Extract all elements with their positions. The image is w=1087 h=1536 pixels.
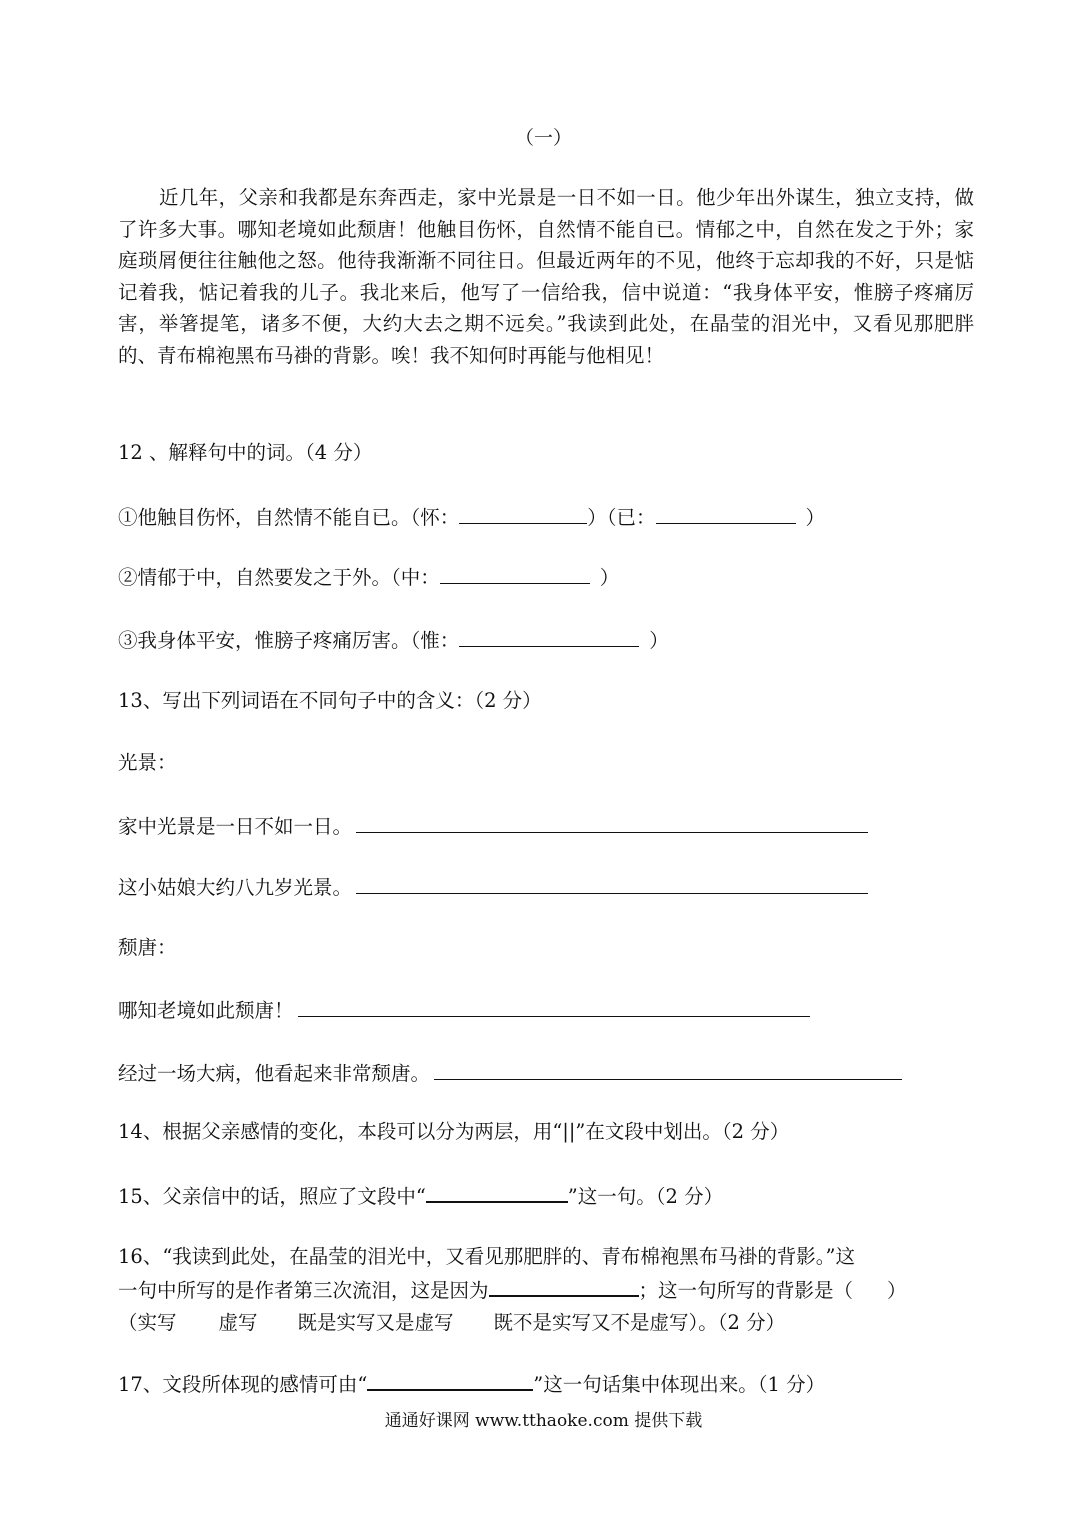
q16-reason-blank[interactable] <box>489 1273 639 1297</box>
q13-guangjing-sentence-1 <box>118 810 868 842</box>
q13-guangjing-sentence-2 <box>118 871 868 903</box>
page-footer: 通通好课网 www.tthaoke.com 提供下载 <box>384 1411 703 1431</box>
q16-option-1: （实写 <box>118 1311 177 1334</box>
q16 <box>118 1241 974 1339</box>
q14-title: 14、根据父亲感情的变化，本段可以分为两层，用“||”在文段中划出。（2 分） <box>118 1120 790 1143</box>
q17 <box>118 1367 825 1400</box>
q13-word-guangjing: 光景： <box>118 751 177 774</box>
q15 <box>118 1179 723 1212</box>
q12-blank-huai[interactable] <box>459 501 587 524</box>
q16-line-2-end: ） <box>887 1279 907 1302</box>
q15-suffix: ”这一句。（2 分） <box>567 1185 724 1208</box>
q12-item-3-end: ） <box>649 629 669 652</box>
q13-guangjing-sentence-2-text: 这小姑娘大约八九岁光景。 <box>118 876 353 899</box>
q12-item-3-text: ③我身体平安，惟膀子疼痛厉害。（惟： <box>118 629 460 652</box>
q13-guangjing-blank-2[interactable] <box>356 871 868 894</box>
q12-item-1-end: ） <box>805 506 826 529</box>
q16-line-2-prefix: 一句中所写的是作者第三次流泪，这是因为 <box>118 1279 489 1302</box>
q12-blank-wei[interactable] <box>459 624 639 647</box>
q16-line-2-mid: ；这一句所写的背影是（ <box>638 1279 854 1302</box>
q16-option-2: 虚写 <box>218 1311 258 1334</box>
q13-tuitang-blank-2[interactable] <box>434 1057 902 1080</box>
q13-guangjing-blank-1[interactable] <box>356 810 868 833</box>
q15-blank[interactable] <box>426 1179 568 1203</box>
q12-item-1-mid: ）（已： <box>587 506 656 529</box>
q13-guangjing-sentence-1-text: 家中光景是一日不如一日。 <box>118 815 353 838</box>
q17-prefix: 17、文段所体现的感情可由“ <box>118 1373 368 1396</box>
q12-item-3 <box>118 624 669 656</box>
q12-blank-yi[interactable] <box>656 501 796 524</box>
q16-line-2 <box>118 1273 974 1307</box>
q17-suffix: ”这一句话集中体现出来。（1 分） <box>533 1373 826 1396</box>
q13-word-tuitang: 颓唐： <box>118 936 177 959</box>
reading-passage: 近几年，父亲和我都是东奔西走，家中光景是一日不如一日。他少年出外谋生，独立支持，做了许多大事。哪知老境如此颓唐！他触目伤怀，自然情不能自已。情郁之中，自然在发之于外；家庭琐屑便往往触他之怒。他待我渐渐不同往日。但最近两年的不见，他终于忘却我的不好，只是惦记着我，惦记着我的儿子。我北来后，他写了一信给我，信中说道：“我身体平安，惟膀子疼痛厉害，举箸提笔，诸多不便，大约大去之期不远矣。”我读到此处，在晶莹的泪光中，又看见那肥胖的、青布棉袍黑布马褂的背影。唉！我不知何时再能与他相见！ <box>118 186 974 367</box>
q12-item-1-text: ①他触目伤怀，自然情不能自已。（怀： <box>118 506 460 529</box>
q13-tuitang-sentence-1 <box>118 994 810 1026</box>
q12-item-2-text: ②情郁于中，自然要发之于外。（中： <box>118 566 440 589</box>
q15-prefix: 15、父亲信中的话，照应了文段中“ <box>118 1185 426 1208</box>
q13-title: 13、写出下列词语在不同句子中的含义：（2 分） <box>118 689 542 712</box>
q12-title: 12 、解释句中的词。（4 分） <box>118 441 373 464</box>
q16-options <box>118 1307 974 1339</box>
section-title: （一） <box>514 127 572 149</box>
q13-tuitang-sentence-2 <box>118 1057 902 1089</box>
q12-item-1 <box>118 501 825 533</box>
q13-tuitang-sentence-2-text: 经过一场大病，他看起来非常颓唐。 <box>118 1062 431 1085</box>
q16-line-1: 16、“我读到此处，在晶莹的泪光中，又看见那肥胖的、青布棉袍黑布马褂的背影。”这 <box>118 1245 856 1268</box>
q13-tuitang-sentence-1-text: 哪知老境如此颓唐！ <box>118 999 294 1022</box>
q12-item-2-end: ） <box>599 566 620 589</box>
q17-blank[interactable] <box>367 1367 533 1391</box>
q13-tuitang-blank-1[interactable] <box>298 994 810 1017</box>
q16-option-4: 既不是实写又不是虚写）。（2 分） <box>493 1311 786 1334</box>
q12-blank-zhong[interactable] <box>440 561 590 584</box>
q12-item-2 <box>118 561 619 593</box>
q16-option-3: 既是实写又是虚写 <box>297 1311 454 1334</box>
